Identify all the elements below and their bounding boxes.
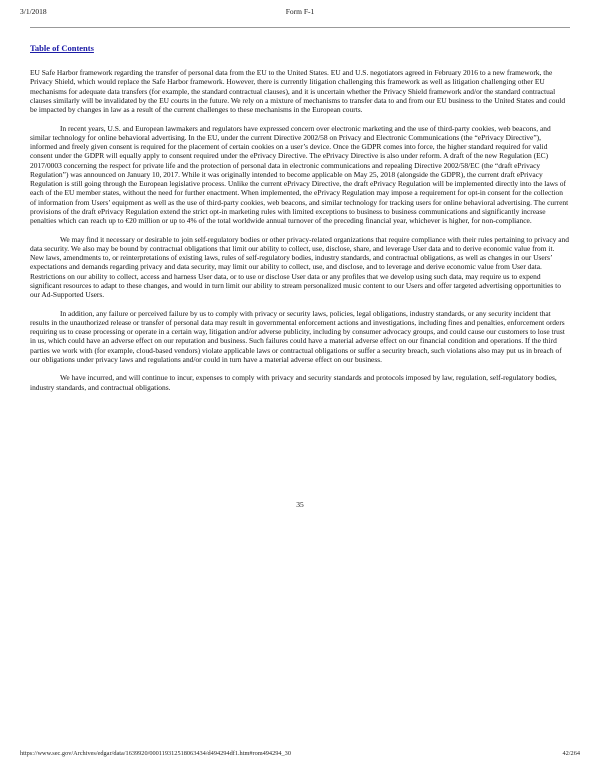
paragraph-eprivacy: In recent years, U.S. and European lawmakers and regulators have expressed concern over electronic marketing and the use of third-party cookies, web beacons, and similar technology for online behavioral advertising. In the EU, under the current Directive 2002/58 on Privacy and Electronic Communications (the “ePrivacy Directive”), informed and freely given consent is required for the placement of certain cookies on a user’s device. Once the GDPR comes into force, the higher standard required for valid consent under the GDPR will equally apply to consent required under the ePrivacy Directive. The ePrivacy Directive is also under reform. A draft of the new Regulation (EC) 2017/0003 concerning the respect for private life and the protection of personal data in electronic communications and repealing Directive 2002/58/EC (the “draft ePrivacy Regulation”) was announced on January 10, 2017. While it was originally intended to become applicable on May 25, 2018 (alongside the GDPR), the current draft ePrivacy Regulation is still going through the European legislative process. Unlike the current ePrivacy Directive, the draft ePrivacy Regulation will be implemented directly into the laws of each of the EU member states, without the need for further enactment. When implemented, the ePrivacy Regulation may impose a requirement for opt-in consent for the collection of information from Users’ equipment as well as the use of third-party cookies, web beacons, and similar technology for tracking users for online behavioral advertising. The current provisions of the draft ePrivacy Regulation extend the strict opt-in marketing rules with limited exceptions to business to business communications and significantly increase penalties which can reach up to €20 million or up to 4% of the total worldwide annual turnover of the preceding financial year, whichever is higher, for non-compliance. (30, 123, 569, 225)
paragraph-safe-harbor: EU Safe Harbor framework regarding the transfer of personal data from the EU to the United States. EU and U.S. negotiators agreed in February 2016 to a new framework, the Privacy Shield, which would replace the Safe Harbor framework. However, there is currently litigation challenging this framework as well as litigation challenging other EU mechanisms for adequate data transfers (for example, the standard contractual clauses), and it is uncertain whether the Privacy Shield framework and/or the standard contractual clauses similarly will be invalidated by the EU courts in the future. We rely on a mixture of mechanisms to transfer data to and from our EU business to the United States and could be impacted by changes in law as a result of the current challenges to these mechanisms in the European courts. (30, 68, 566, 114)
browser-print-header (20, 7, 580, 19)
document-title: Form F-1 (285, 7, 315, 16)
paragraph-self-regulatory: We may find it necessary or desirable to join self-regulatory bodies or other privacy-related organizations that require compliance with their rules pertaining to privacy and data security. We also may be bound by contractual obligations that limit our ability to collect, use, disclose, share, and leverage User data and to derive economic value from it. New laws, amendments to, or reinterpretations of existing laws, rules of self-regulatory bodies, industry standards, and contractual obligations, as well as changes in our Users’ expectations and demands regarding privacy and data security, may limit our ability to collect, use, and disclose, and to leverage and derive economic value from User data. Restrictions on our ability to collect, access and harness User data, or to use or disclose User data or any profiles that we develop using such data, may require us to expend significant resources to adapt to these changes, and would in turn limit our ability to stream personalized music content to our Users and offer targeted advertising opportunities to our Ad-Supported Users. (30, 234, 569, 299)
page-number: 35 (296, 500, 304, 509)
header-divider (30, 27, 570, 28)
print-date: 3/1/2018 (20, 7, 47, 16)
source-url: https://www.sec.gov/Archives/edgar/data/1639920/000119312518063434/d494294df1.htm#rom494294_30 (20, 750, 291, 757)
paragraph-compliance-failure: In addition, any failure or perceived failure by us to comply with privacy or security laws, policies, legal obligations, industry standards, or any security incident that results in the unauthorized release or transfer of personal data may result in governmental enforcement actions and investigations, including fines and penalties, enforcement orders requiring us to cease processing or operate in a certain way, litigation and/or adverse publicity, including by consumer advocacy groups, and could cause our customers to lose trust in us, which could have an adverse effect on our reputation and business. Such failures could have a material adverse effect on our financial condition and operations. If the third parties we work with (for example, cloud-based vendors) violate applicable laws or contractual obligations or suffer a security breach, such violations also may put us in breach of our obligations under privacy laws and regulations and/or could in turn have a material adverse effect on our business. (30, 308, 565, 364)
document-body (30, 68, 570, 401)
print-page-count: 42/264 (562, 750, 580, 757)
table-of-contents-link[interactable]: Table of Contents (30, 43, 94, 53)
paragraph-expenses: We have incurred, and will continue to incur, expenses to comply with privacy and security standards and protocols imposed by law, regulation, self-regulatory bodies, industry standards, and contractual obligations. (30, 373, 557, 392)
